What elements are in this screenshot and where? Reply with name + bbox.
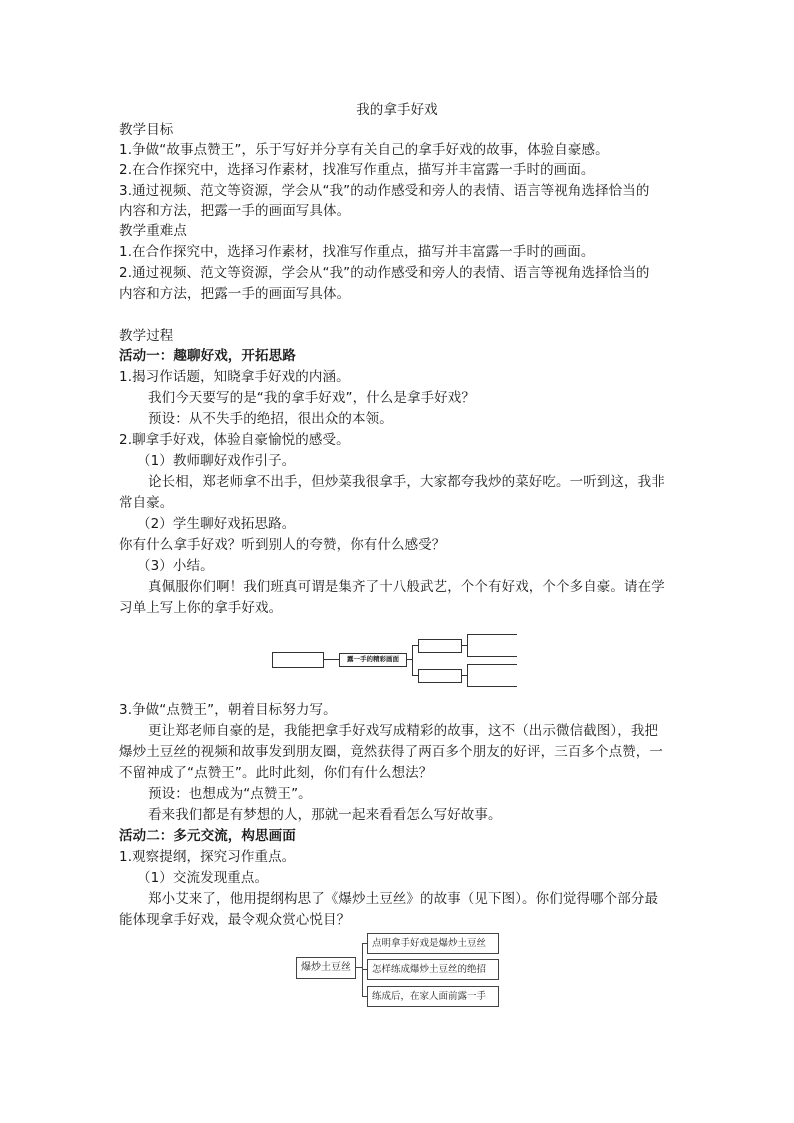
text-line: 1.争做“故事点赞王”，乐于写好并分享有关自己的拿手好戏的故事，体验自豪感。 <box>119 142 609 158</box>
outline-center-box <box>339 653 407 667</box>
text-line: 1.在合作探究中，选择习作素材，找准写作重点，描写并丰富露一手时的画面。 <box>119 244 595 260</box>
outline-center-label: 露一手的精彩画面 <box>347 655 399 663</box>
text-line: 2.聊拿手好戏，体验自豪愉悦的感受。 <box>119 432 350 448</box>
outline-root-label: 爆炒土豆丝 <box>301 962 351 973</box>
outline-diagram-blank <box>272 630 522 692</box>
outline-mid-box <box>418 639 462 653</box>
outline-leaf-node <box>367 986 499 1007</box>
activity-two-heading: 活动二：多元交流，构思画面 <box>119 828 296 844</box>
connector-line <box>362 943 363 997</box>
text-line: 常自豪。 <box>119 495 174 511</box>
text-line: 论长相，郑老师拿不出手，但炒菜我很拿手，大家都夸我炒的菜好吃。一听到这，我非 <box>148 474 665 490</box>
heading-key-points: 教学重难点 <box>119 223 187 239</box>
document-title: 我的拿手好戏 <box>356 102 438 118</box>
text-line: 3.争做“点赞王”，朝着目标努力写。 <box>119 702 337 718</box>
text-line: 内容和方法，把露一手的画面写具体。 <box>119 203 351 219</box>
text-line: 预设：从不失手的绝招，很出众的本领。 <box>148 411 393 427</box>
connector-line <box>467 634 468 656</box>
outline-leaf-line <box>467 664 517 665</box>
text-line: 内容和方法，把露一手的画面写具体。 <box>119 286 351 302</box>
text-line: 我们今天要写的是“我的拿手好戏”，什么是拿手好戏？ <box>148 390 475 406</box>
outline-leaf-label: 练成后，在家人面前露一手 <box>372 991 487 1002</box>
story-outline-diagram <box>296 930 502 1008</box>
text-line: 看来我们都是有梦想的人，那就一起来看看怎么写好故事。 <box>148 807 502 823</box>
text-line: 真佩服你们啊！我们班真可谓是集齐了十八般武艺，个个有好戏，个个多自豪。请在学 <box>148 579 665 595</box>
text-line: 你有什么拿手好戏？听到别人的夸赞，你有什么感受？ <box>119 537 446 553</box>
outline-mid-box <box>418 669 462 683</box>
text-line: 3.通过视频、范文等资源，学会从“我”的动作感受和旁人的表情、语言等视角选择恰当的 <box>119 183 650 199</box>
outline-leaf-node <box>367 959 499 980</box>
text-line: （2）学生聊好戏拓思路。 <box>137 516 296 532</box>
text-line: （3）小结。 <box>137 558 214 574</box>
connector-line <box>323 659 339 660</box>
outline-leaf-line <box>467 634 517 635</box>
text-line: 1.观察提纲，探究习作重点。 <box>119 849 296 865</box>
text-line: （1）交流发现重点。 <box>137 870 269 886</box>
connector-line <box>355 967 362 968</box>
text-line: 预设：也想成为“点赞王”。 <box>148 786 312 802</box>
outline-leaf-label: 怎样练成爆炒土豆丝的绝招 <box>372 964 487 975</box>
connector-line <box>412 645 413 675</box>
outline-leaf-line <box>467 656 517 657</box>
activity-one-heading: 活动一：趣聊好戏，开拓思路 <box>119 348 296 364</box>
text-line: 2.通过视频、范文等资源，学会从“我”的动作感受和旁人的表情、语言等视角选择恰当的 <box>119 265 650 281</box>
outline-root-node <box>296 957 356 979</box>
outline-leaf-node <box>367 933 499 954</box>
text-line: 爆炒土豆丝的视频和故事发到朋友圈，竟然获得了两百多个朋友的好评，三百多个点赞，一 <box>119 744 663 760</box>
connector-line <box>467 664 468 686</box>
text-line: 郑小艾来了，他用提纲构思了《爆炒土豆丝》的故事（见下图）。你们觉得哪个部分最 <box>148 891 659 907</box>
text-line: 2.在合作探究中，选择习作素材，找准写作重点，描写并丰富露一手时的画面。 <box>119 162 595 178</box>
text-line: 更让郑老师自豪的是，我能把拿手好戏写成精彩的故事，这不（出示微信截图），我把 <box>148 723 659 739</box>
text-line: 能体现拿手好戏，最令观众赏心悦目？ <box>119 912 351 928</box>
text-line: 习单上写上你的拿手好戏。 <box>119 600 283 616</box>
text-line: 1.揭习作话题，知晓拿手好戏的内涵。 <box>119 369 350 385</box>
outline-leaf-line <box>467 686 517 687</box>
outline-root-box <box>272 652 324 668</box>
heading-teaching-goals: 教学目标 <box>119 122 174 138</box>
heading-process: 教学过程 <box>119 328 174 344</box>
text-line: （1）教师聊好戏作引子。 <box>137 453 296 469</box>
text-line: 不留神成了“点赞王”。此时此刻，你们有什么想法？ <box>119 765 433 781</box>
outline-leaf-label: 点明拿手好戏是爆炒土豆丝 <box>372 938 487 949</box>
